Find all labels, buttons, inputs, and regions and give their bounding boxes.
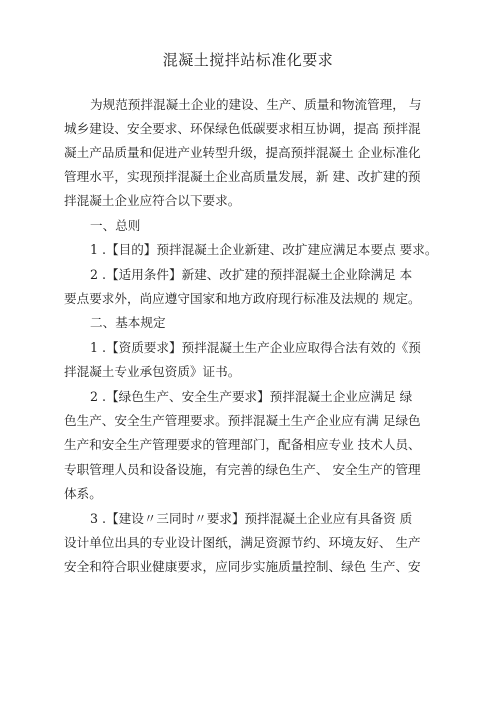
paragraph-line: 色生产、安全生产管理要求。预拌混凝土生产企业应有满 足绿色 [64,413,421,428]
paragraph-line: 凝土产品质量和促进产业转型升级，提高预拌混凝土 企业标准化 [64,145,421,160]
paragraph-line: 1 .【资质要求】预拌混凝土生产企业应取得合法有效的《预 [90,340,421,355]
section-heading: 二、基本规定 [90,315,166,330]
paragraph-line: 2 .【绿色生产、安全生产要求】预拌混凝土企业应满足 绿 [90,389,413,404]
paragraph-line: 安全和符合职业健康要求，应同步实施质量控制、绿色 生产、安 [64,559,421,574]
paragraph-line: 拌混凝土企业应符合以下要求。 [64,193,241,208]
document-title: 混凝土搅拌站标准化要求 [162,51,334,69]
paragraph-line: 1 .【目的】预拌混凝土企业新建、改扩建应满足本要点 要求。 [90,242,438,257]
paragraph-line: 专职管理人员和设备设施，有完善的绿色生产、 安全生产的管理 [64,462,421,477]
paragraph-line: 体系。 [64,486,102,501]
section-heading: 一、总则 [90,218,141,233]
paragraph-line: 2 .【适用条件】新建、改扩建的预拌混凝土企业除满足 本 [90,267,413,282]
paragraph-line: 管理水平，实现预拌混凝土企业高质量发展，新 建、改扩建的预 [64,169,421,184]
paragraph-line: 生产和安全生产管理要求的管理部门，配备相应专业 技术人员、 [64,437,421,452]
paragraph-line: 3 .【建设〃三同时〃要求】预拌混凝土企业应有具备资 质 [90,511,413,526]
paragraph-line: 设计单位出具的专业设计图纸，满足资源节约、环境友好、 生产 [64,535,421,550]
paragraph-line: 为规范预拌混凝土企业的建设、生产、质量和物流管理， 与 [90,97,422,112]
paragraph-line: 要点要求外，尚应遵守国家和地方政府现行标准及法规的 规定。 [64,291,421,306]
paragraph-line: 城乡建设、安全要求、环保绿色低碳要求相互协调，提高 预拌混 [64,121,421,136]
paragraph-line: 拌混凝土专业承包资质》证书。 [64,364,241,379]
